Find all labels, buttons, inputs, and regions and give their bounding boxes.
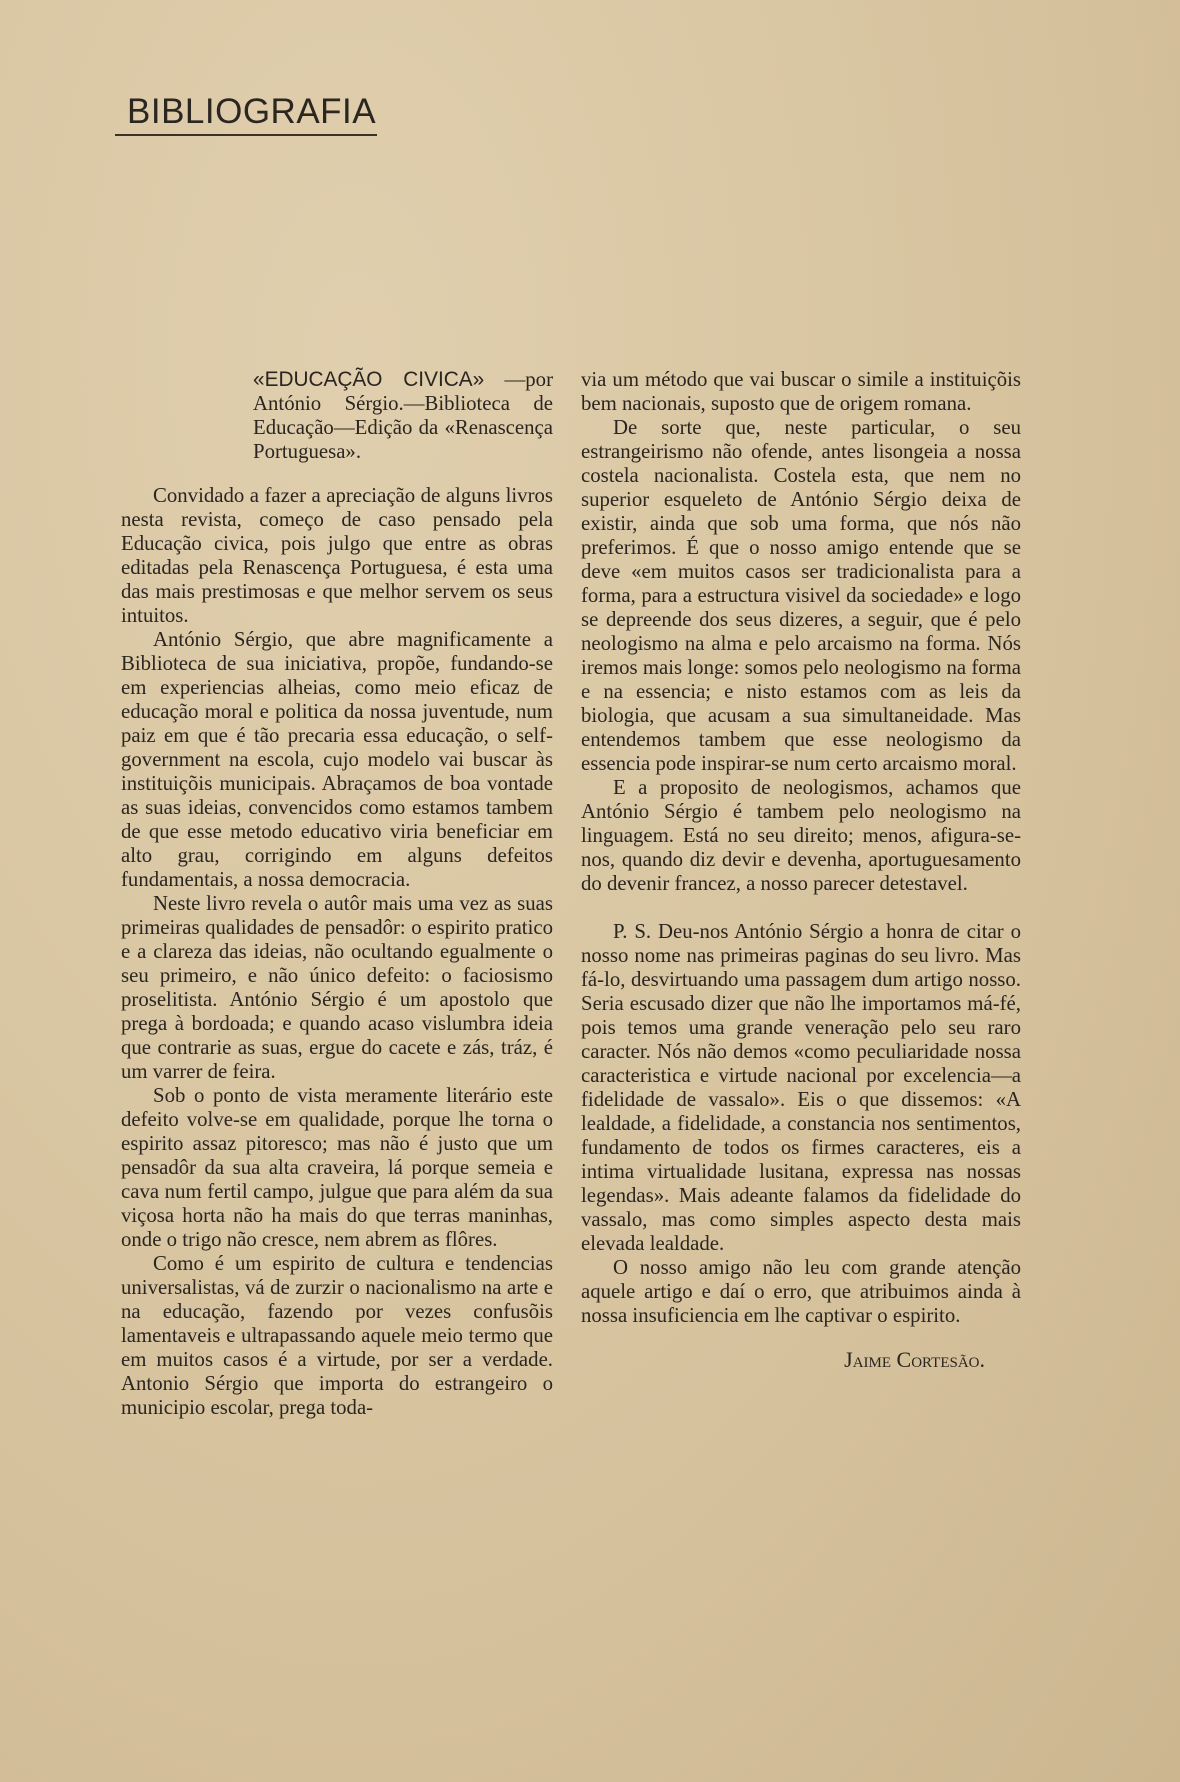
paragraph: via um método que vai buscar o simile a instituiçõis bem nacionais, suposto que de origem romana. xyxy=(581,368,1021,415)
section-title: BIBLIOGRAFIA xyxy=(127,92,377,131)
section-title-rule xyxy=(115,134,377,136)
paragraph: António Sérgio, que abre magnificamente a Biblioteca de sua iniciativa, propõe, fundando-se em experiencias alheias, como meio eficaz de educação moral e politica da nossa juventude, num paiz em que é tão precaria essa educação, o self-government na escola, cujo modelo vai buscar às instituiçõis municipais. Abraçamos de boa vontade as suas ideias, convencidos como estamos tambem de que esse metodo educativo viria beneficiar em alto grau, corrigindo em alguns defeitos fundamentais, a nossa democracia. xyxy=(121,628,553,891)
column-left xyxy=(121,368,553,1420)
paragraph: Neste livro revela o autôr mais uma vez as suas primeiras qualidades de pensadôr: o espirito pratico e a clareza das ideias, não ocultando egualmente o seu primeiro, e não único defeito: o faciosismo proselitista. António Sérgio é um apostolo que prega à bordoada; e quando acaso vislumbra ideia que contrarie as suas, ergue do cacete e zás, tráz, é um varrer de feira. xyxy=(121,892,553,1083)
review-heading xyxy=(253,368,553,464)
book-title: «EDUCAÇÃO CIVICA» xyxy=(253,368,485,391)
column-right xyxy=(581,368,1021,1372)
paragraph: O nosso amigo não leu com grande atenção aquele artigo e daí o erro, que atribuimos ainda à nossa insuficiencia em lhe captivar o espirito. xyxy=(581,1256,1021,1327)
paragraph: E a proposito de neologismos, achamos que António Sérgio é tambem pelo neologismo na linguagem. Está no seu direito; menos, afigura-se-nos, quando diz devir e devenha, aportuguesamento do devenir francez, a nosso parecer detestavel. xyxy=(581,776,1021,895)
postscript: P. S. Deu-nos António Sérgio a honra de citar o nosso nome nas primeiras paginas do seu livro. Mas fá-lo, desvirtuando uma passagem dum artigo nosso. Seria escusado dizer que não lhe importamos má-fé, pois temos uma grande veneração pelo seu raro caracter. Nós não demos «como peculiaridade nossa caracteristica e virtude nacional por excelencia—a fidelidade de vassalo». Eis o que dissemos: «A lealdade, a fidelidade, a constancia nos sentimentos, fundamento de todos os firmes caracteres, eis a intima virtualidade lusitana, expressa nas nossas legendas». Mais adeante falamos da fidelidade do vassalo, mas como simples aspecto desta mais elevada lealdade. xyxy=(581,920,1021,1255)
paragraph: Convidado a fazer a apreciação de alguns livros nesta revista, começo de caso pensado pela Educação civica, pois julgo que entre as obras editadas pela Renascença Portuguesa, é esta uma das mais prestimosas e que melhor servem os seus intuitos. xyxy=(121,484,553,627)
author-signature: Jaime Cortesão. xyxy=(844,1347,985,1372)
paragraph: Sob o ponto de vista meramente literário este defeito volve-se em qualidade, porque lhe torna o espirito assaz pitoresco; mas não é justo que um pensadôr da sua alta craveira, lá porque semeia e cava num fertil campo, julgue que para além da sua viçosa horta não ha mais do que terras maninhas, onde o trigo não cresce, nem abrem as flôres. xyxy=(121,1084,553,1251)
paragraph: Como é um espirito de cultura e tendencias universalistas, vá de zurzir o nacionalismo na arte e na educação, fazendo por vezes confusõis lamentaveis e ultrapassando aquele meio termo que em muitos casos é a virtude, por ser a verdade. Antonio Sérgio que importa do estrangeiro o municipio escolar, prega toda- xyxy=(121,1252,553,1419)
paragraph: De sorte que, neste particular, o seu estrangeirismo não ofende, antes lisongeia a nossa costela nacionalista. Costela esta, que nem no superior esqueleto de António Sérgio deixa de existir, ainda que sob uma forma, que nós não preferimos. É que o nosso amigo entende que se deve «em muitos casos ser tradicionalista para a forma, para a estructura visivel da sociedade» e logo se depreende dos seus dizeres, a seguir, que é pelo neologismo na alma e pelo arcaismo na forma. Nós iremos mais longe: somos pelo neologismo na forma e na essencia; e nisto estamos com as leis da biologia, que acusam a sua simultaneidade. Mas entendemos tambem que esse neologismo da essencia pode inspirar-se num certo arcaismo moral. xyxy=(581,416,1021,775)
book-details: —por António Sérgio.—Biblioteca de Educação—Edição da «Renascença Portuguesa». xyxy=(253,368,553,463)
